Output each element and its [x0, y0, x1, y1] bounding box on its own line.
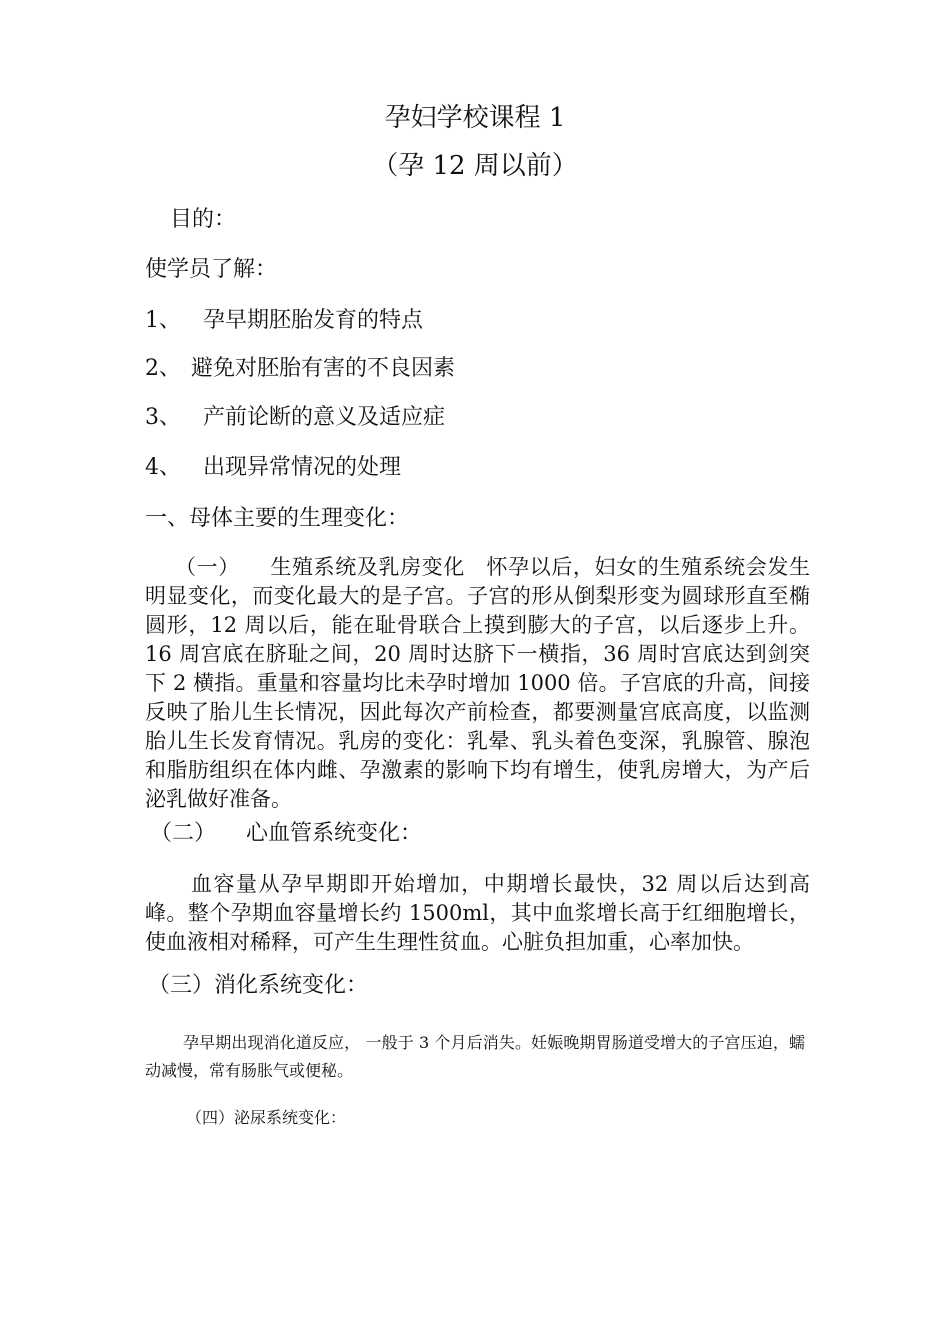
goal-number: 4、 — [145, 455, 181, 480]
goal-number: 2、 — [145, 356, 181, 381]
goal-text: 避免对胚胎有害的不良因素 — [191, 356, 456, 381]
goal-item — [145, 454, 401, 482]
subsection-title: 心血管系统变化： — [246, 821, 423, 846]
intro-text: 使学员了解： — [145, 257, 278, 282]
subsection-heading: （四）泌尿系统变化： — [186, 1108, 347, 1127]
goal-text: 出现异常情况的处理 — [203, 455, 402, 480]
purpose-label: 目的： — [170, 207, 237, 232]
subsection-heading — [150, 820, 422, 848]
subsection-label: （一） — [175, 555, 240, 579]
goal-text: 产前论断的意义及适应症 — [203, 405, 446, 430]
document-subtitle: （孕 12 周以前） — [372, 151, 578, 181]
document-title: 孕妇学校课程 1 — [384, 103, 566, 133]
paragraph-text: 生殖系统及乳房变化 怀孕以后，妇女的生殖系统会发生明显变化，而变化最大的是子宫。子宫的形从倒梨形变为圆球形直至椭圆形，12 周以后，能在耻骨联合上摸到膨大的子宫，以后逐步上升。16 周宫底在脐耻之间，20 周时达脐下一横指，36 周时宫底达到剑突下 2 横指。重量和容量均比未孕时增加 1000 倍。子宫底的升高，间接反映了胎儿生长情况，因此每次产前检查，都要测量宫底高度，以监测胎儿生长发育情况。乳房的变化：乳晕、乳头着色变深，乳腺管、腺泡和脂肪组织在体内雌、孕激素的影响下均有增生，使乳房增大，为产后泌乳做好准备。 — [145, 555, 811, 811]
section-paragraph: 孕早期出现消化道反应， 一般于 3 个月后消失。妊娠晚期胃肠道受增大的子宫压迫，蠕 动减慢，常有肠胀气或便秘。 — [145, 1033, 805, 1080]
section-paragraph: 血容量从孕早期即开始增加，中期增长最快，32 周以后达到高峰。整个孕期血容量增长约 1500ml，其中血浆增长高于红细胞增长，使血液相对稀释，可产生生理性贫血。心脏负担加重，心率加快。 — [145, 872, 810, 954]
goal-number: 1、 — [145, 308, 181, 333]
subsection-heading: （三）消化系统变化： — [148, 973, 369, 998]
goal-item — [145, 355, 455, 383]
goal-text: 孕早期胚胎发育的特点 — [203, 308, 424, 333]
section-paragraph — [145, 553, 810, 814]
section-heading: 一、母体主要的生理变化： — [145, 506, 410, 531]
goal-item — [145, 404, 445, 432]
subsection-label: （二） — [150, 821, 217, 846]
goal-item — [145, 307, 423, 335]
goal-number: 3、 — [145, 405, 181, 430]
